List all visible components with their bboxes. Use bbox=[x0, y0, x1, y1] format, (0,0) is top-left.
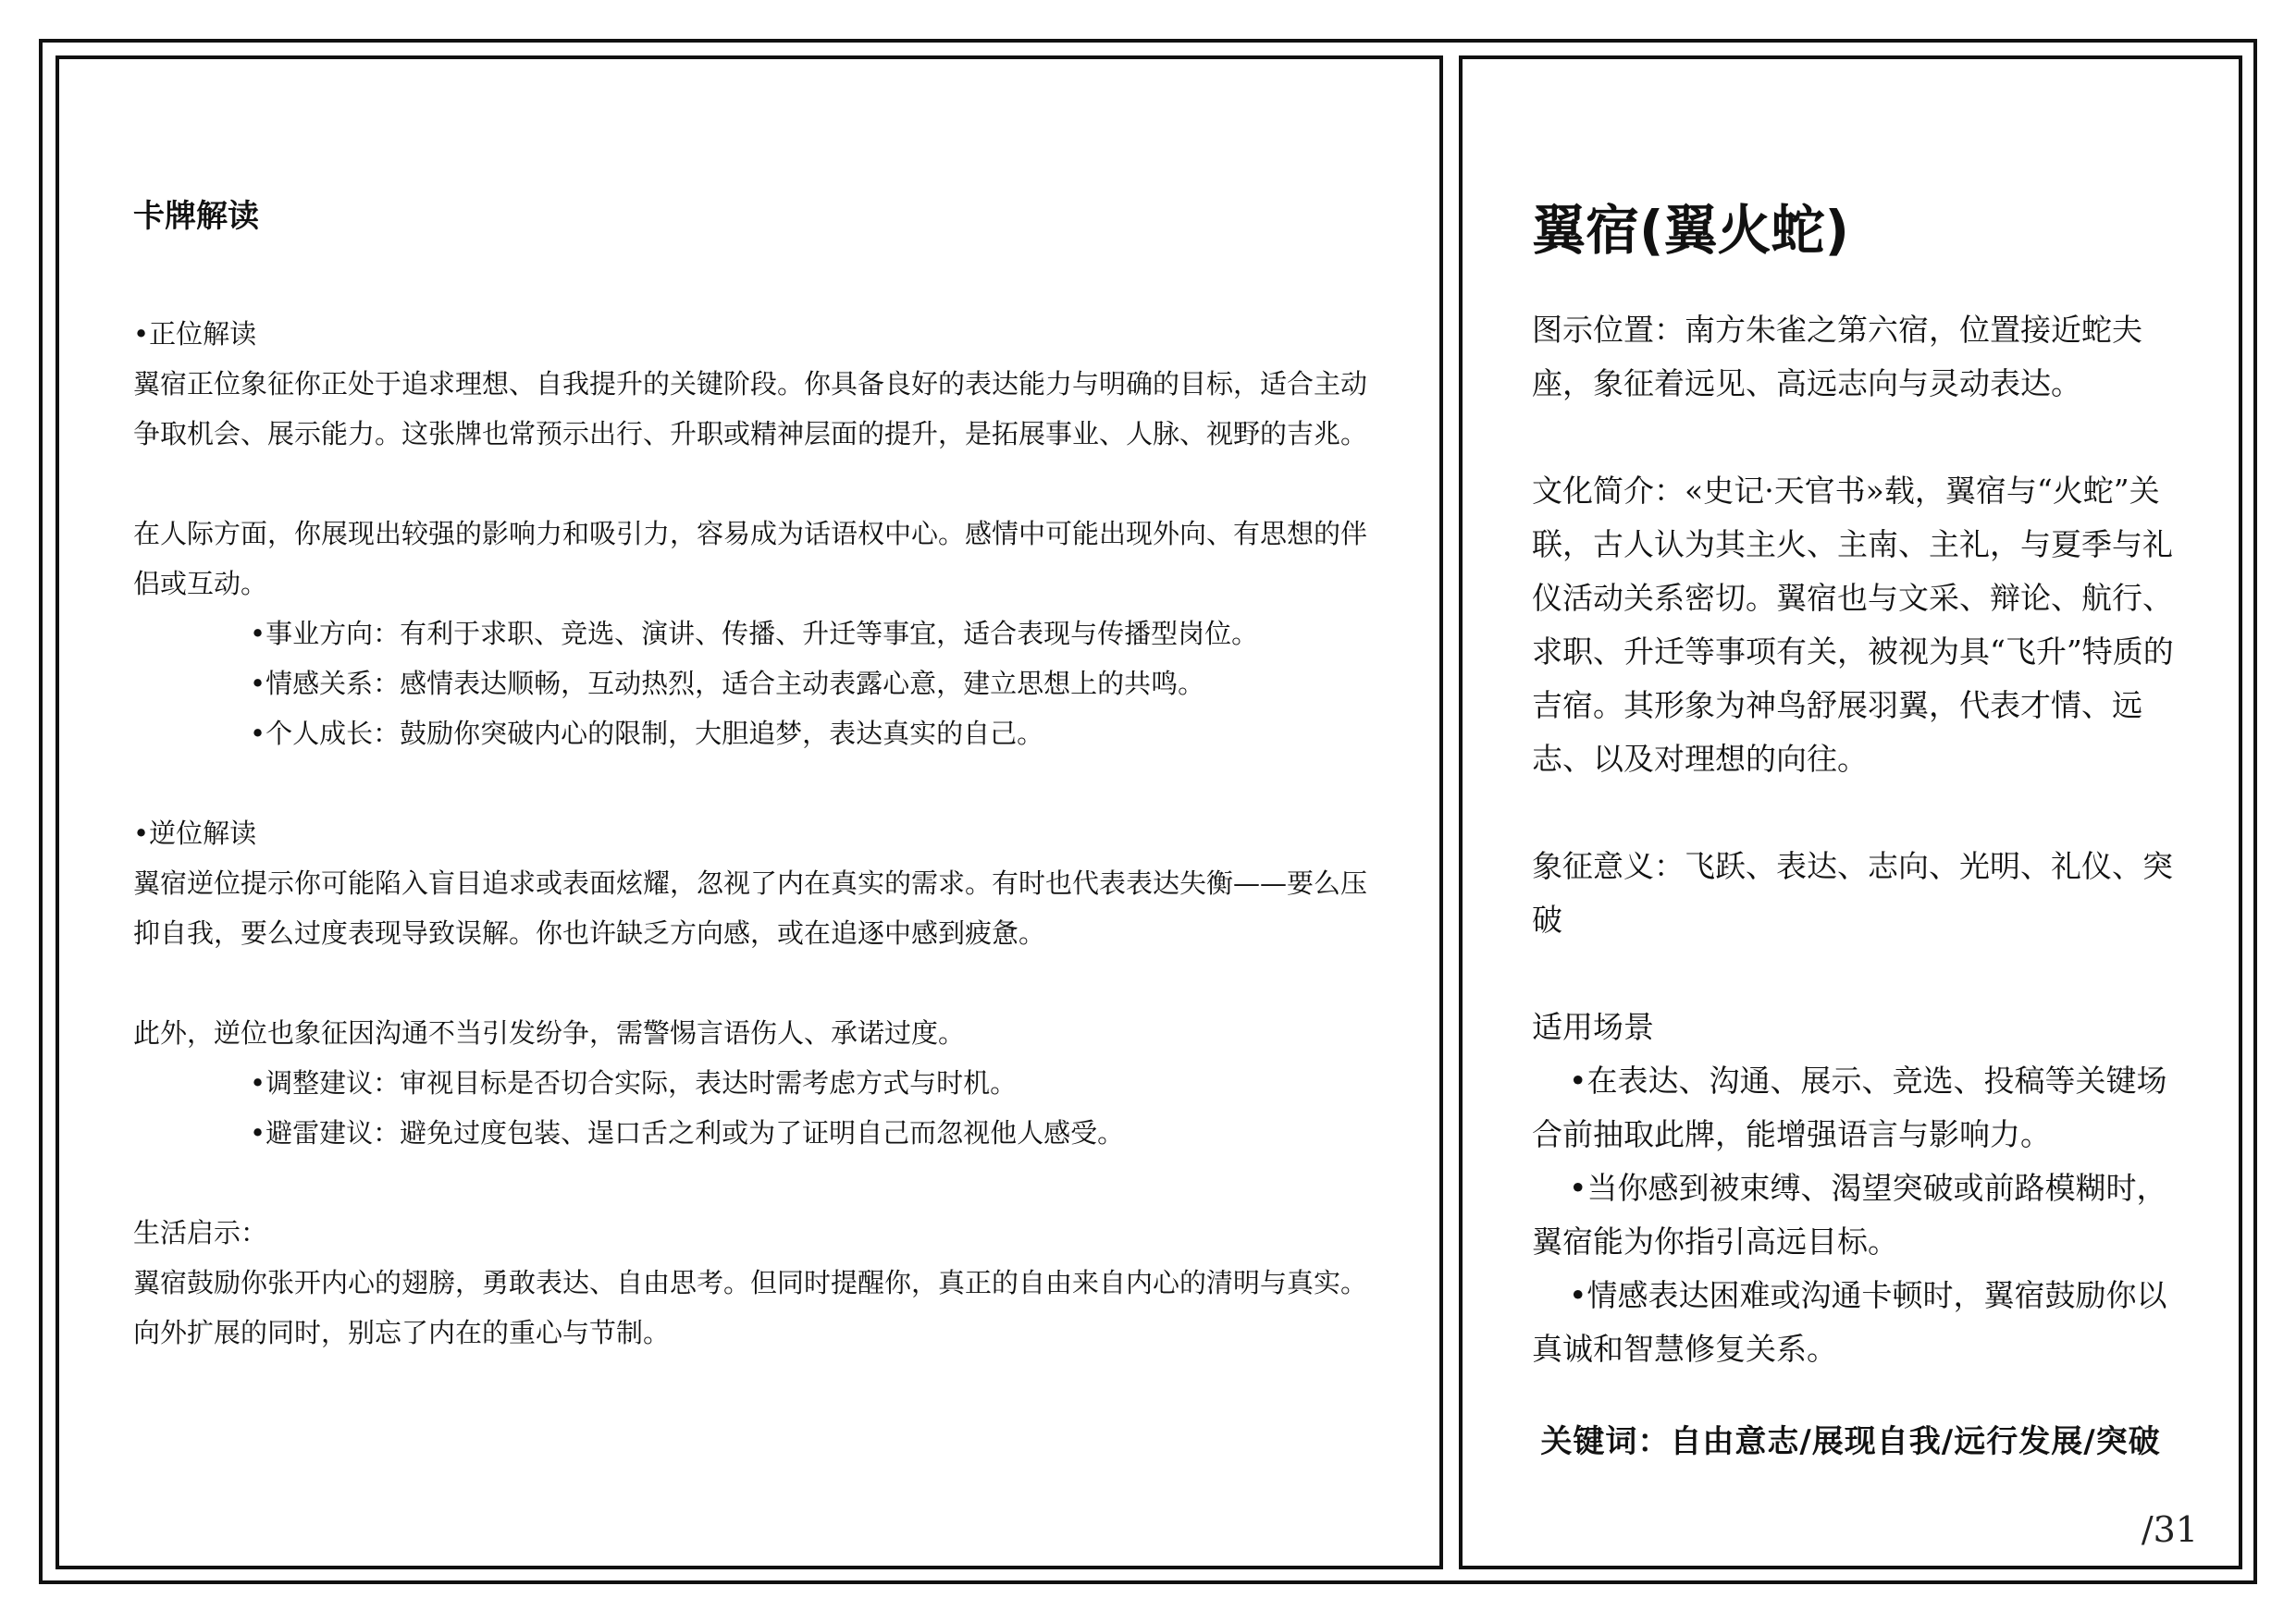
upright-item-growth: •个人成长：鼓励你突破内心的限制，大胆追梦，表达真实的自己。 bbox=[250, 718, 1044, 749]
reversed-item-avoid: •避雷建议：避免过度包装、逞口舌之利或为了证明自己而忽视他人感受。 bbox=[250, 1117, 1125, 1149]
upright-label: •正位解读 bbox=[133, 318, 257, 350]
scenes-label: 适用场景 bbox=[1532, 1009, 1654, 1045]
section-heading: 卡牌解读 bbox=[133, 198, 259, 235]
left-page bbox=[56, 55, 1443, 1569]
card-interpretation bbox=[133, 198, 1373, 1358]
scene-item: •当你感到被束缚、渴望突破或前路模糊时，翼宿能为你指引高远目标。 bbox=[1532, 1170, 2167, 1260]
reversed-item-adjust: •调整建议：审视目标是否切合实际，表达时需考虑方式与时机。 bbox=[250, 1067, 1018, 1099]
upright-paragraph-1: 翼宿正位象征你正处于追求理想、自我提升的关键阶段。你具备良好的表达能力与明确的目标，适合主动争取机会、展示能力。这张牌也常预示出行、升职或精神层面的提升，是拓展事业、人脉、视野的吉兆。 bbox=[133, 368, 1368, 449]
upright-paragraph-2: 在人际方面，你展现出较强的影响力和吸引力，容易成为话语权中心。感情中可能出现外向、有思想的伴侣或互动。 bbox=[133, 518, 1368, 599]
reversed-paragraph-1: 翼宿逆位提示你可能陷入盲目追求或表面炫耀，忽视了内在真实的需求。有时也代表表达失衡——要么压抑自我，要么过度表现导致误解。你也许缺乏方向感，或在追逐中感到疲惫。 bbox=[133, 867, 1368, 949]
reversed-label: •逆位解读 bbox=[133, 818, 257, 849]
scene-item: •在表达、沟通、展示、竞选、投稿等关键场合前抽取此牌，能增强语言与影响力。 bbox=[1532, 1063, 2167, 1152]
scene-item: •情感表达困难或沟通卡顿时，翼宿鼓励你以真诚和智慧修复关系。 bbox=[1532, 1277, 2167, 1367]
life-insight-text: 翼宿鼓励你张开内心的翅膀，勇敢表达、自由思考。但同时提醒你，真正的自由来自内心的清明与真实。向外扩展的同时，别忘了内在的重心与节制。 bbox=[133, 1267, 1368, 1348]
upright-item-relationship: •情感关系：感情表达顺畅，互动热烈，适合主动表露心意，建立思想上的共鸣。 bbox=[250, 668, 1205, 699]
keywords: 关键词：自由意志/展现自我/远行发展/突破 bbox=[1540, 1423, 2161, 1460]
reversed-paragraph-2: 此外，逆位也象征因沟通不当引发纷争，需警惕言语伤人、承诺过度。 bbox=[133, 1017, 966, 1049]
culture-text: 文化简介：«史记·天官书»载，翼宿与“火蛇”关联，古人认为其主火、主南、主礼，与夏季与礼仪活动关系密切。翼宿也与文采、辩论、航行、求职、升迁等事项有关，被视为具“飞升”特质的吉宿。其形象为神鸟舒展羽翼，代表才情、远志、以及对理想的向往。 bbox=[1532, 473, 2174, 777]
card-info bbox=[1532, 198, 2179, 1376]
upright-item-career: •事业方向：有利于求职、竞选、演讲、传播、升迁等事宜，适合表现与传播型岗位。 bbox=[250, 618, 1259, 649]
card-title: 翼宿(翼火蛇) bbox=[1532, 199, 1850, 262]
right-page bbox=[1459, 55, 2242, 1569]
life-insight-label: 生活启示： bbox=[133, 1217, 268, 1248]
page-number: /31 bbox=[2141, 1509, 2198, 1550]
position-text: 图示位置：南方朱雀之第六宿，位置接近蛇夫座，象征着远见、高远志向与灵动表达。 bbox=[1532, 312, 2142, 401]
symbol-text: 象征意义：飞跃、表达、志向、光明、礼仪、突破 bbox=[1532, 848, 2173, 938]
